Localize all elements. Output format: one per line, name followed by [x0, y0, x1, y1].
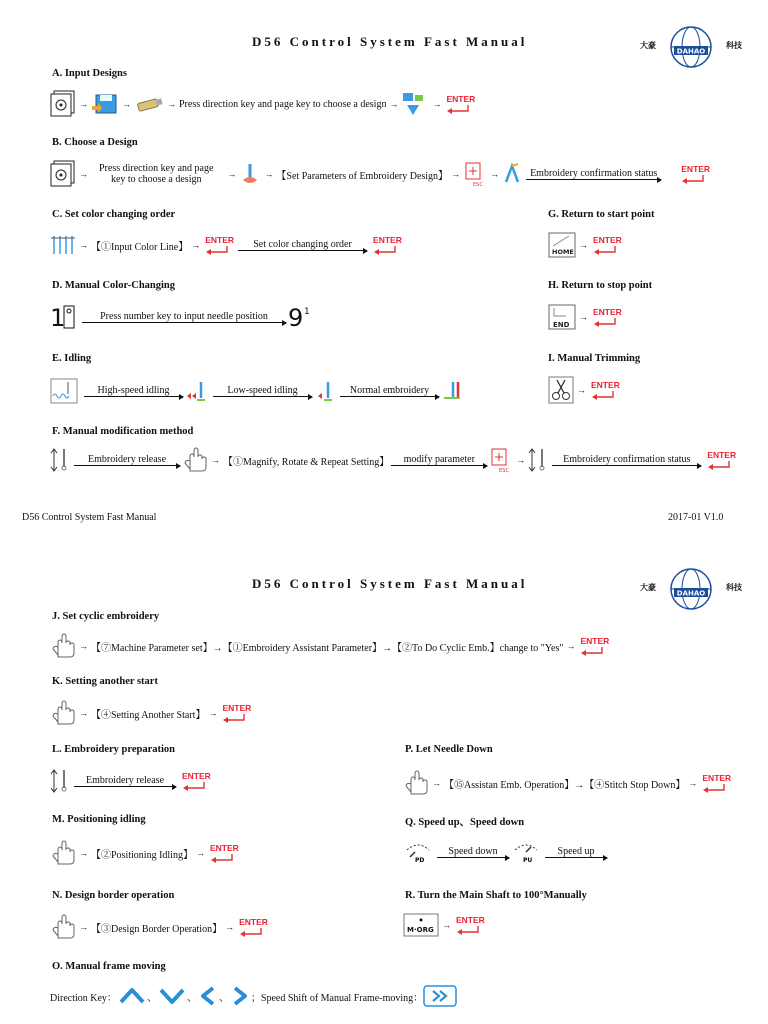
- section-e-row: [50, 378, 463, 404]
- page-title: D56 Control System Fast Manual: [252, 34, 528, 49]
- hand-pointer-icon[interactable]: [50, 840, 76, 866]
- section-q-down: Speed down: [448, 846, 498, 857]
- section-c-label: Set color changing order: [253, 239, 352, 250]
- svg-text:1: 1: [304, 307, 310, 317]
- arrow-down-key-icon[interactable]: [157, 986, 187, 1006]
- section-b-row: → Press direction key and page key to choose a design → → 【Set Parameters of Embroidery Design】 → ESC → Embroidery confirmation status ENTER: [50, 160, 712, 188]
- section-p-heading: P. Let Needle Down: [405, 744, 493, 755]
- scissors-icon[interactable]: [548, 376, 574, 404]
- arrow-left-key-icon[interactable]: [197, 985, 219, 1007]
- section-e-low: Low-speed idling: [227, 385, 298, 396]
- globe-logo-icon: [660, 560, 722, 614]
- enter-key[interactable]: ENTER: [593, 308, 622, 327]
- section-d-label: Press number key to input needle position: [100, 311, 268, 322]
- enter-key[interactable]: ENTER: [681, 165, 710, 184]
- enter-key[interactable]: ENTER: [702, 774, 731, 793]
- svg-text:ESC: ESC: [473, 182, 483, 187]
- section-l-row: [50, 768, 213, 794]
- svg-text:END: END: [553, 321, 570, 329]
- company-logo: 大豪 DAHAO 科技: [640, 18, 742, 72]
- section-g-heading: G. Return to start point: [548, 209, 655, 220]
- section-j-row: → 【⑦Machine Parameter set】→【①Embroidery Assistant Parameter】→【②To Do Cyclic Emb.】change to "Yes" → ENTER: [50, 633, 611, 659]
- section-g-row: HOME → ENTER: [548, 232, 624, 258]
- normal-embroidery-icon: [441, 380, 463, 402]
- color-change-needles-icon[interactable]: [50, 232, 76, 258]
- section-i-heading: I. Manual Trimming: [548, 353, 641, 364]
- section-e-high: High-speed idling: [97, 385, 170, 396]
- section-q-heading: Q. Speed up、Speed down: [405, 817, 525, 828]
- svg-text:DAHAO: DAHAO: [676, 589, 706, 598]
- section-m-heading: M. Positioning idling: [52, 814, 146, 825]
- section-n-text: 【③Design Border Operation】: [91, 923, 223, 935]
- floppy-disk-icon[interactable]: [91, 92, 119, 116]
- section-d-heading: D. Manual Color-Changing: [52, 280, 176, 291]
- esc-key-icon[interactable]: [489, 447, 513, 473]
- section-n-row: → 【③Design Border Operation】 → ENTER: [50, 914, 270, 940]
- svg-text:DAHAO: DAHAO: [676, 47, 706, 56]
- section-f-heading: F. Manual modification method: [52, 426, 194, 437]
- section-o-shift: ；Speed Shift of Manual Frame-moving：: [250, 992, 424, 1004]
- svg-text:PU: PU: [523, 857, 533, 864]
- needle-number-icon[interactable]: [288, 304, 314, 330]
- svg-text:ESC: ESC: [499, 468, 510, 473]
- globe-logo-icon: [660, 18, 722, 72]
- section-c-row: → 【①Input Color Line】 → ENTER Set color changing order ENTER: [50, 232, 404, 258]
- section-c-input: 【①Input Color Line】: [91, 241, 189, 253]
- section-o-dir: Direction Key：: [50, 992, 117, 1004]
- section-f-modify: modify parameter: [403, 454, 475, 465]
- section-e-normal: Normal embroidery: [349, 385, 430, 396]
- section-p-text: 【⑮Assistan Emb. Operation】→【④Stitch Stop Down】: [444, 779, 686, 791]
- speed-shift-key-icon[interactable]: [423, 985, 457, 1007]
- speed-up-icon[interactable]: [511, 840, 541, 864]
- section-k-text: 【④Setting Another Start】: [91, 709, 206, 721]
- section-b-heading: B. Choose a Design: [52, 137, 138, 148]
- svg-text:1: 1: [50, 304, 66, 330]
- up-down-needle-icon[interactable]: [50, 768, 72, 794]
- enter-key[interactable]: ENTER: [456, 916, 485, 935]
- enter-key[interactable]: ENTER: [205, 236, 234, 255]
- usb-drive-icon[interactable]: [134, 95, 164, 113]
- section-j-text: 【⑦Machine Parameter set】→【①Embroidery Assistant Parameter】→【②To Do Cyclic Emb.】change to "Yes": [91, 642, 564, 654]
- section-c-heading: C. Set color changing order: [52, 209, 176, 220]
- up-down-needle-icon[interactable]: [528, 447, 550, 473]
- section-b-param: 【Set Parameters of Embroidery Design】: [276, 170, 449, 182]
- esc-key-icon[interactable]: [463, 161, 487, 187]
- section-f-release: Embroidery release: [87, 454, 167, 465]
- high-speed-idle-icon: [185, 380, 207, 402]
- section-f-row: Embroidery release → 【①Magnify, Rotate & Repeat Setting】 modify parameter ESC → Embroidery confirmation status ENTER: [50, 447, 738, 473]
- hand-pointer-icon[interactable]: [182, 447, 208, 473]
- enter-key[interactable]: ENTER: [182, 772, 211, 791]
- section-f-param: 【①Magnify, Rotate & Repeat Setting】: [223, 456, 390, 468]
- enter-key[interactable]: ENTER: [593, 236, 622, 255]
- section-f-confirm: Embroidery confirmation status: [563, 454, 691, 465]
- enter-key[interactable]: ENTER: [591, 381, 620, 400]
- svg-text:M·ORG: M·ORG: [407, 926, 434, 934]
- section-h-heading: H. Return to stop point: [548, 280, 653, 291]
- enter-key[interactable]: ENTER: [222, 704, 251, 723]
- section-e-heading: E. Idling: [52, 353, 92, 364]
- section-m-text: 【②Positioning Idling】: [91, 849, 193, 861]
- section-l-label: Embroidery release: [85, 775, 165, 786]
- section-p-row: → 【⑮Assistan Emb. Operation】→【④Stitch Stop Down】 → ENTER: [403, 770, 733, 796]
- up-down-needle-icon[interactable]: [50, 447, 72, 473]
- embroidery-needle-icon[interactable]: [239, 162, 261, 186]
- section-k-row: → 【④Setting Another Start】 → ENTER: [50, 700, 253, 726]
- footer-right: 2017-01 V1.0: [668, 512, 724, 523]
- section-a-heading: A. Input Designs: [52, 68, 127, 79]
- needle-position-icon[interactable]: [50, 304, 78, 330]
- enter-key[interactable]: ENTER: [373, 236, 402, 255]
- svg-text:PD: PD: [415, 857, 425, 864]
- enter-key[interactable]: ENTER: [446, 95, 475, 114]
- section-r-row: M·ORG → ENTER: [403, 913, 487, 937]
- hand-pointer-icon[interactable]: [50, 633, 76, 659]
- hand-pointer-icon[interactable]: [403, 770, 429, 796]
- section-m-row: → 【②Positioning Idling】 → ENTER: [50, 840, 241, 866]
- company-logo-2: 大豪 DAHAO 科技: [640, 560, 742, 614]
- section-n-heading: N. Design border operation: [52, 890, 175, 901]
- main-shaft-key-icon[interactable]: [403, 913, 439, 937]
- design-list-icon[interactable]: [50, 160, 76, 188]
- low-speed-idle-icon: [314, 380, 336, 402]
- design-transfer-icon[interactable]: [401, 91, 429, 117]
- hand-pointer-icon[interactable]: [50, 914, 76, 940]
- section-h-row: END → ENTER: [548, 304, 624, 330]
- confirmation-needle-icon[interactable]: [502, 162, 524, 186]
- enter-key[interactable]: ENTER: [210, 844, 239, 863]
- section-b-confirm: Embroidery confirmation status: [530, 168, 658, 179]
- arrow-right-key-icon[interactable]: [229, 985, 251, 1007]
- section-b-text1: Press direction key and page: [99, 163, 214, 174]
- enter-key[interactable]: ENTER: [707, 451, 736, 470]
- arrow-up-key-icon[interactable]: [117, 986, 147, 1006]
- enter-key[interactable]: ENTER: [580, 637, 609, 656]
- footer-left: D56 Control System Fast Manual: [22, 512, 157, 523]
- page-title-2: D56 Control System Fast Manual: [252, 576, 528, 591]
- section-o-row: Direction Key： 、 、 、 ；Speed Shift of Manual Frame-moving：: [50, 985, 457, 1007]
- section-a-text: Press direction key and page key to choose a design: [179, 98, 387, 110]
- section-q-up: Speed up: [557, 846, 595, 857]
- enter-key[interactable]: ENTER: [239, 918, 268, 937]
- design-list-icon[interactable]: [50, 90, 76, 118]
- end-key-icon[interactable]: [548, 304, 576, 330]
- svg-text:HOME: HOME: [552, 248, 574, 256]
- section-q-row: [403, 840, 609, 864]
- idling-key-icon[interactable]: [50, 378, 78, 404]
- section-i-row: → ENTER: [548, 376, 622, 404]
- section-a-row: → → → Press direction key and page key to choose a design → → ENTER: [50, 90, 477, 118]
- section-d-row: [50, 304, 314, 330]
- svg-text:9: 9: [288, 304, 304, 330]
- home-key-icon[interactable]: [548, 232, 576, 258]
- hand-pointer-icon[interactable]: [50, 700, 76, 726]
- speed-down-icon[interactable]: [403, 840, 433, 864]
- section-r-heading: R. Turn the Main Shaft to 100°Manually: [405, 890, 587, 901]
- section-o-heading: O. Manual frame moving: [52, 961, 166, 972]
- section-k-heading: K. Setting another start: [52, 676, 158, 687]
- section-l-heading: L. Embroidery preparation: [52, 744, 175, 755]
- section-j-heading: J. Set cyclic embroidery: [52, 611, 160, 622]
- section-b-text2: key to choose a design: [110, 174, 202, 185]
